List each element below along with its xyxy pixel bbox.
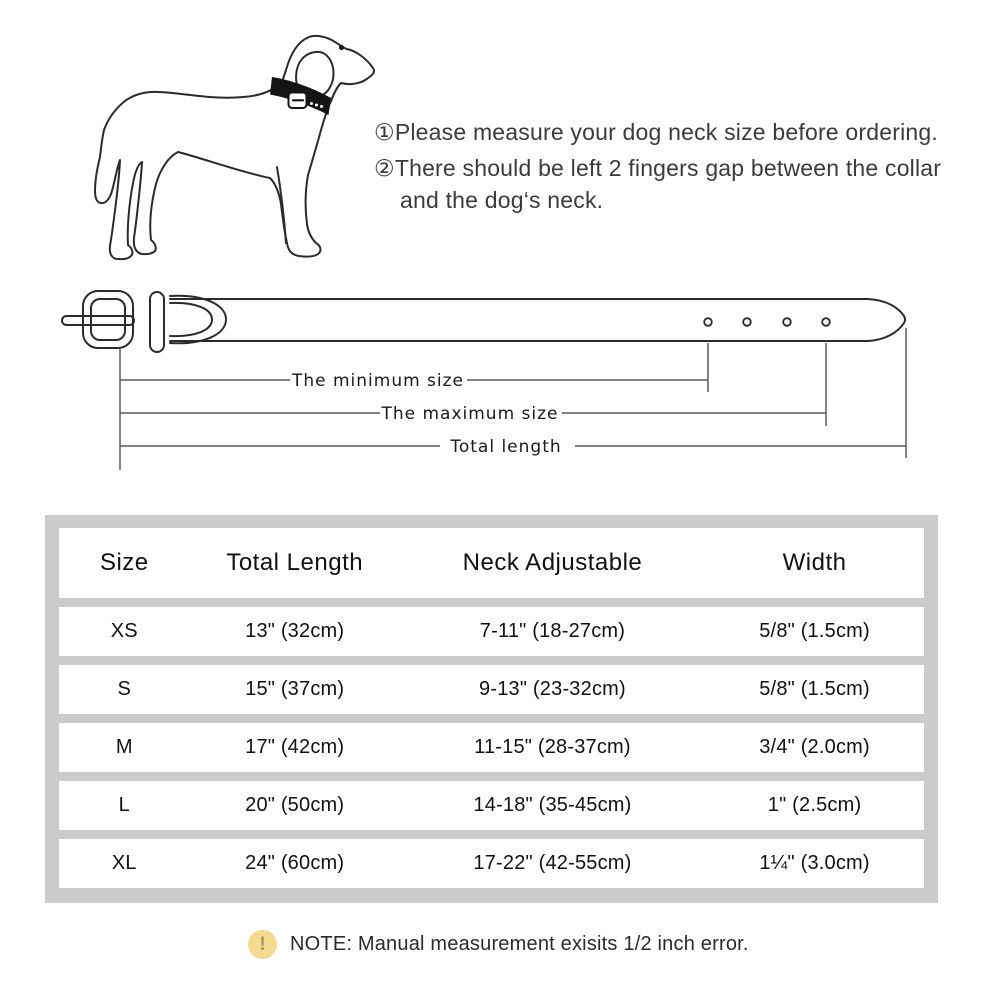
- collar-buckle-prong: [62, 316, 134, 325]
- cell: S: [117, 678, 132, 700]
- exclamation-icon: !: [248, 930, 277, 959]
- table-row-xl: [59, 839, 924, 888]
- dog-far-front-leg-line: [277, 167, 286, 243]
- cell: 11-15" (28-37cm): [474, 736, 631, 758]
- collar-holes: [704, 318, 830, 326]
- cell: 1" (2.5cm): [767, 794, 862, 816]
- collar-measurement-diagram: [50, 283, 960, 483]
- table-row-m: [59, 723, 924, 772]
- cell: 1¼" (3.0cm): [759, 852, 870, 874]
- cell: L: [118, 794, 130, 816]
- cell: M: [115, 736, 133, 758]
- cell: 17-22" (42-55cm): [473, 852, 632, 874]
- table-row-xs: [59, 607, 924, 656]
- circled-1-icon: ①: [374, 120, 395, 146]
- size-table-header-row: [59, 528, 924, 598]
- instruction-1: [374, 117, 966, 149]
- note-text: NOTE: Manual measurement exisits 1/2 inch error.: [290, 933, 749, 955]
- maximum-size-label: The maximum size: [381, 404, 559, 424]
- dog-body-outline: [95, 36, 374, 259]
- measuring-instructions: [374, 117, 966, 220]
- table-row-l: [59, 781, 924, 830]
- cell: 24" (60cm): [245, 852, 345, 874]
- dog-eye: [339, 45, 344, 50]
- instruction-1-text: Please measure your dog neck size before ordering.: [394, 119, 938, 145]
- instruction-2: [374, 153, 966, 216]
- cell: 5/8" (1.5cm): [759, 678, 870, 700]
- cell: XS: [110, 620, 138, 642]
- cell: 20" (50cm): [245, 794, 345, 816]
- header-total-length: Total Length: [226, 549, 364, 576]
- cell: 5/8" (1.5cm): [759, 620, 870, 642]
- size-table: [45, 515, 938, 903]
- cell: 15" (37cm): [245, 678, 345, 700]
- header-width: Width: [782, 549, 847, 576]
- minimum-size-label: The minimum size: [291, 371, 465, 391]
- collar-buckle-frame-inner: [91, 299, 125, 340]
- collar-loop-inner: [170, 303, 212, 336]
- measurement-note: [248, 930, 749, 959]
- table-row-s: [59, 665, 924, 714]
- cell: XL: [111, 852, 137, 874]
- cell: 7-11" (18-27cm): [479, 620, 626, 642]
- header-size: Size: [99, 549, 149, 576]
- cell: 3/4" (2.0cm): [759, 736, 870, 758]
- header-neck-adjustable: Neck Adjustable: [462, 549, 643, 576]
- instruction-2-text: There should be left 2 fingers gap between the collar and the dog‘s neck.: [394, 155, 942, 213]
- cell: 13" (32cm): [245, 620, 345, 642]
- collar-strap: [170, 299, 905, 341]
- total-length-label: Total length: [450, 437, 562, 457]
- circled-2-icon: ②: [374, 156, 395, 182]
- cell: 9-13" (23-32cm): [479, 678, 626, 700]
- cell: 14-18" (35-45cm): [473, 794, 632, 816]
- collar-keeper: [150, 292, 164, 352]
- dog-illustration: [85, 15, 395, 270]
- cell: 17" (42cm): [245, 736, 345, 758]
